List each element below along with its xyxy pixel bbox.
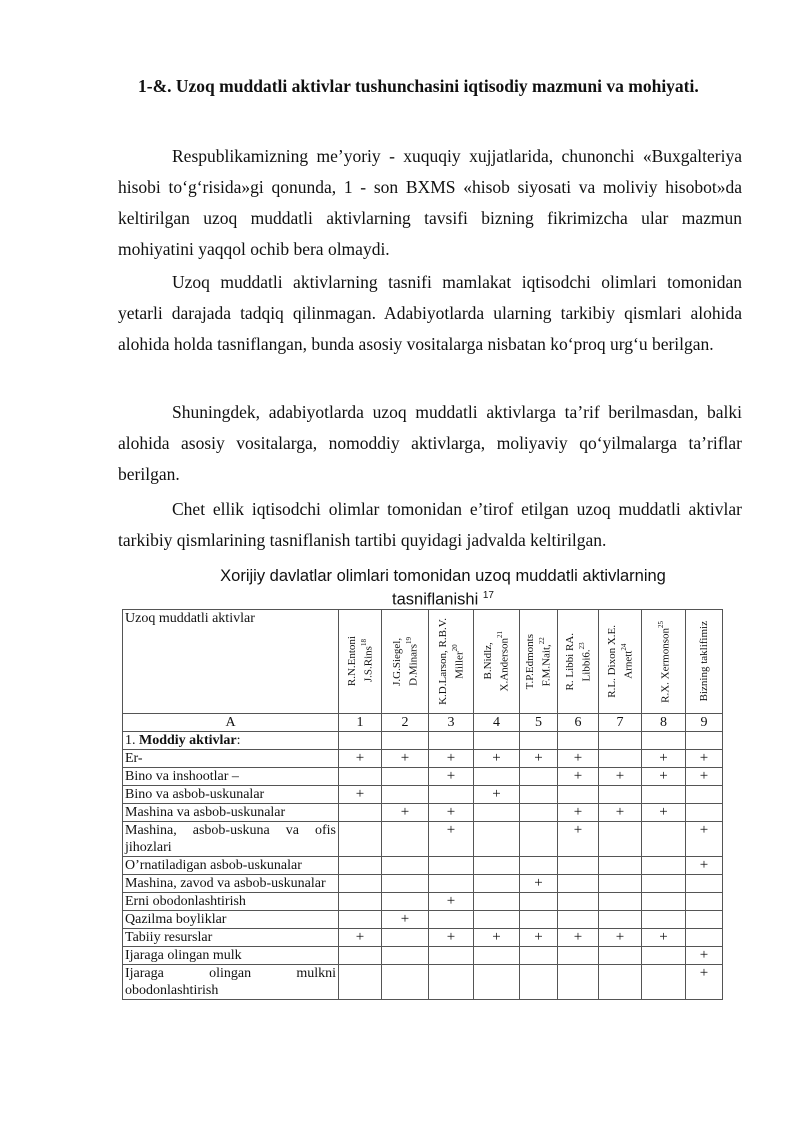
mark-cell — [642, 857, 686, 875]
mark-cell — [382, 822, 429, 857]
column-number-3: 3 — [429, 714, 474, 732]
mark-cell: + — [642, 750, 686, 768]
mark-cell: + — [520, 875, 558, 893]
paragraph-1 — [118, 141, 742, 265]
table-title-footnote: 17 — [482, 590, 494, 601]
mark-cell — [429, 786, 474, 804]
mark-cell — [339, 875, 382, 893]
mark-cell: + — [382, 804, 429, 822]
author-name: J.G.Siegel, D.Minars$^{19}$ — [390, 637, 420, 686]
mark-cell — [686, 929, 723, 947]
row-label: Ijaraga olingan mulk — [123, 947, 339, 965]
row-label: Ijaraga olingan mulkni obodonlashtirish — [123, 965, 339, 1000]
mark-cell — [339, 911, 382, 929]
mark-cell — [474, 947, 520, 965]
author-name: K.D.Larson, R.B.V. Miller$^{20}$ — [436, 618, 466, 705]
mark-cell — [599, 947, 642, 965]
mark-cell: + — [642, 804, 686, 822]
mark-cell — [429, 947, 474, 965]
row-label: Er- — [123, 750, 339, 768]
table-row — [123, 750, 723, 768]
table-row — [123, 929, 723, 947]
mark-cell — [474, 804, 520, 822]
mark-cell: + — [429, 929, 474, 947]
mark-cell: + — [474, 750, 520, 768]
mark-cell — [382, 965, 429, 1000]
section-row — [123, 732, 723, 750]
author-header-5 — [520, 610, 558, 714]
mark-cell — [339, 857, 382, 875]
mark-cell — [474, 822, 520, 857]
paragraph-1-text: Respublikamizning me’yoriy - xuquqiy xujjatlarida, chunonchi «Buxgalteriya hisobi to‘g‘risida»gi qonunda, 1 - son BXMS «hisob siyosati va moliviy hisobot»da keltirilgan uzoq muddatli aktivlarning tavsifi bizning fikrimizcha ular mazmun mohiyatini yaqqol ochib bera olmaydi. — [118, 146, 742, 259]
row-label: Tabiiy resurslar — [123, 929, 339, 947]
table-title-line2-text: tasniflanishi — [392, 590, 479, 609]
mark-cell — [520, 947, 558, 965]
mark-cell — [558, 875, 599, 893]
section-empty-cell — [520, 732, 558, 750]
section-empty-cell — [339, 732, 382, 750]
mark-cell — [520, 965, 558, 1000]
mark-cell: + — [558, 929, 599, 947]
mark-cell: + — [520, 929, 558, 947]
section-number: 1. — [125, 733, 136, 748]
table-row — [123, 768, 723, 786]
mark-cell — [520, 911, 558, 929]
mark-cell: + — [474, 786, 520, 804]
mark-cell — [558, 911, 599, 929]
mark-cell: + — [686, 965, 723, 1000]
corner-label: Uzoq muddatli aktivlar — [123, 610, 339, 714]
mark-cell: + — [429, 750, 474, 768]
author-header-7 — [599, 610, 642, 714]
mark-cell — [686, 911, 723, 929]
mark-cell — [599, 822, 642, 857]
mark-cell: + — [642, 768, 686, 786]
mark-cell: + — [382, 750, 429, 768]
table-row — [123, 911, 723, 929]
table-row — [123, 786, 723, 804]
author-name: R.N.Entoni J.S.Rins$^{18}$ — [345, 636, 375, 687]
mark-cell — [558, 857, 599, 875]
table-row — [123, 893, 723, 911]
table-title-line1: Xorijiy davlatlar olimlari tomonidan uzoq muddatli aktivlarning — [220, 567, 666, 585]
table-row — [123, 857, 723, 875]
paragraph-3 — [118, 397, 742, 490]
mark-cell: + — [686, 822, 723, 857]
column-number-6: 6 — [558, 714, 599, 732]
row-label: Bino va asbob-uskunalar — [123, 786, 339, 804]
mark-cell — [599, 750, 642, 768]
row-label: O’rnatiladigan asbob-uskunalar — [123, 857, 339, 875]
mark-cell — [642, 786, 686, 804]
mark-cell — [339, 822, 382, 857]
section-empty-cell — [599, 732, 642, 750]
row-label: Qazilma boyliklar — [123, 911, 339, 929]
section-title-cell — [123, 732, 339, 750]
mark-cell — [429, 857, 474, 875]
table-title-line2 — [118, 586, 768, 610]
author-name: R. Libbi RA. Libbi6.23 — [563, 632, 593, 691]
section-empty-cell — [686, 732, 723, 750]
mark-cell — [558, 786, 599, 804]
section-suffix: : — [236, 733, 241, 748]
column-number-2: 2 — [382, 714, 429, 732]
mark-cell — [429, 911, 474, 929]
author-name: B.Nidlz, X.Anderson$^{21}$ — [482, 631, 511, 692]
mark-cell — [474, 911, 520, 929]
mark-cell — [474, 857, 520, 875]
mark-cell — [474, 965, 520, 1000]
mark-cell: + — [686, 750, 723, 768]
header-row — [123, 610, 723, 714]
mark-cell — [642, 822, 686, 857]
section-title: Moddiy aktivlar — [139, 733, 237, 748]
column-number-7: 7 — [599, 714, 642, 732]
section-empty-cell — [474, 732, 520, 750]
mark-cell — [520, 786, 558, 804]
author-header-6 — [558, 610, 599, 714]
mark-cell — [429, 875, 474, 893]
author-ref: 18 — [359, 639, 368, 647]
author-header-8 — [642, 610, 686, 714]
mark-cell — [642, 911, 686, 929]
mark-cell — [339, 893, 382, 911]
mark-cell — [686, 893, 723, 911]
mark-cell — [474, 768, 520, 786]
mark-cell — [474, 893, 520, 911]
mark-cell — [599, 965, 642, 1000]
paragraph-4-text: Chet ellik iqtisodchi olimlar tomonidan e’tirof etilgan uzoq muddatli aktivlar tarkibiy qismlarining tasniflanish tartibi quyidagi jadvalda keltirilgan. — [118, 499, 742, 550]
mark-cell: + — [382, 911, 429, 929]
author-ref: 25 — [657, 620, 666, 628]
mark-cell — [599, 911, 642, 929]
mark-cell: + — [686, 947, 723, 965]
mark-cell — [558, 965, 599, 1000]
mark-cell — [339, 768, 382, 786]
mark-cell — [642, 893, 686, 911]
mark-cell: + — [429, 822, 474, 857]
column-number-1: 1 — [339, 714, 382, 732]
mark-cell — [599, 857, 642, 875]
row-label: Mashina, asbob-uskuna va ofis jihozlari — [123, 822, 339, 857]
table-title — [118, 566, 768, 610]
mark-cell: + — [686, 857, 723, 875]
mark-cell: + — [429, 768, 474, 786]
author-header-3 — [429, 610, 474, 714]
mark-cell — [339, 804, 382, 822]
column-number-4: 4 — [474, 714, 520, 732]
mark-cell — [642, 965, 686, 1000]
mark-cell — [474, 875, 520, 893]
mark-cell: + — [599, 804, 642, 822]
mark-cell — [382, 929, 429, 947]
mark-cell: + — [474, 929, 520, 947]
mark-cell — [599, 875, 642, 893]
author-ref: 19 — [404, 637, 413, 645]
mark-cell: + — [558, 750, 599, 768]
row-label: Erni obodonlashtirish — [123, 893, 339, 911]
mark-cell — [520, 804, 558, 822]
author-ref: 20 — [450, 644, 459, 652]
mark-cell — [686, 804, 723, 822]
section-empty-cell — [558, 732, 599, 750]
section-empty-cell — [642, 732, 686, 750]
column-number-9: 9 — [686, 714, 723, 732]
paragraph-4 — [118, 494, 742, 556]
row-label: Mashina va asbob-uskunalar — [123, 804, 339, 822]
column-number-8: 8 — [642, 714, 686, 732]
index-label: A — [123, 714, 339, 732]
mark-cell — [382, 893, 429, 911]
mark-cell — [599, 893, 642, 911]
mark-cell: + — [599, 929, 642, 947]
mark-cell: + — [339, 750, 382, 768]
paragraph-2-text: Uzoq muddatli aktivlarning tasnifi mamlakat iqtisodchi olimlari tomonidan yetarli darajada tadqiq qilinmagan. Adabiyotlarda ularning tarkibiy qismlari alohida alohida holda tasniflangan, bunda asosiy vositalarga nisbatan ko‘proq urg‘u berilgan. — [118, 272, 742, 354]
row-label: Mashina, zavod va asbob-uskunalar — [123, 875, 339, 893]
mark-cell — [686, 875, 723, 893]
mark-cell — [382, 786, 429, 804]
author-ref: 21 — [496, 631, 505, 639]
row-label: Bino va inshootlar – — [123, 768, 339, 786]
column-number-5: 5 — [520, 714, 558, 732]
section-heading: 1-&. Uzoq muddatli aktivlar tushunchasini iqtisodiy mazmuni va mohiyati. — [138, 76, 699, 96]
mark-cell — [382, 768, 429, 786]
mark-cell — [642, 947, 686, 965]
mark-cell — [339, 965, 382, 1000]
mark-cell — [339, 947, 382, 965]
author-ref: 24 — [619, 643, 628, 651]
table-row — [123, 875, 723, 893]
index-row — [123, 714, 723, 732]
author-name: R.L. Dixon X.E. Arnett$^{24}$ — [605, 625, 635, 698]
mark-cell: + — [429, 804, 474, 822]
mark-cell — [429, 965, 474, 1000]
table-row — [123, 804, 723, 822]
mark-cell — [520, 822, 558, 857]
author-name: R.X. Xermonson$^{25}$ — [657, 620, 672, 703]
paragraph-2 — [118, 267, 742, 360]
mark-cell: + — [558, 804, 599, 822]
table-row — [123, 947, 723, 965]
mark-cell: + — [339, 786, 382, 804]
section-empty-cell — [429, 732, 474, 750]
mark-cell — [382, 857, 429, 875]
mark-cell: + — [558, 822, 599, 857]
mark-cell — [599, 786, 642, 804]
mark-cell: + — [558, 768, 599, 786]
mark-cell: + — [429, 893, 474, 911]
mark-cell: + — [339, 929, 382, 947]
mark-cell: + — [642, 929, 686, 947]
paragraph-3-text: Shuningdek, adabiyotlarda uzoq muddatli aktivlarga ta’rif berilmasdan, balki alohida asosiy vositalarga, nomoddiy aktivlarga, moliyaviy qo‘yilmalarga ta’riflar berilgan. — [118, 402, 742, 484]
author-name: Bizning taklifimiz — [698, 621, 710, 702]
author-name: T.P.Edmonts F.M.Nait,$^{22}$ — [524, 633, 553, 690]
mark-cell — [686, 786, 723, 804]
table-row — [123, 965, 723, 1000]
author-header-4 — [474, 610, 520, 714]
mark-cell: + — [686, 768, 723, 786]
mark-cell — [520, 857, 558, 875]
author-ref: 22 — [538, 636, 547, 644]
mark-cell — [558, 947, 599, 965]
mark-cell — [520, 768, 558, 786]
author-ref: 23 — [577, 641, 586, 649]
section-empty-cell — [382, 732, 429, 750]
mark-cell — [642, 875, 686, 893]
mark-cell: + — [520, 750, 558, 768]
classification-table — [122, 609, 723, 1000]
mark-cell — [382, 947, 429, 965]
mark-cell — [382, 875, 429, 893]
author-header-2 — [382, 610, 429, 714]
mark-cell: + — [599, 768, 642, 786]
author-header-9 — [686, 610, 723, 714]
author-header-1 — [339, 610, 382, 714]
mark-cell — [558, 893, 599, 911]
mark-cell — [520, 893, 558, 911]
table-row — [123, 822, 723, 857]
